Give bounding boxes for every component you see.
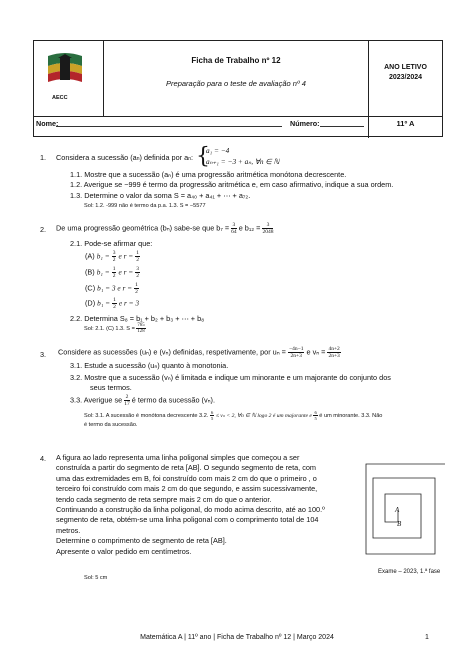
q2-intro: De uma progressão geométrica (bₙ) sabe-se que b₇ = $\frac{3}{64}$ e b₁₂ = $\frac{3}{2048}$ xyxy=(56,222,274,235)
polygonal-line-figure xyxy=(363,450,448,560)
worksheet-subtitle: Preparação para o teste de avaliação nº 4 xyxy=(166,79,306,88)
q4-line: Continuando a construção da linha poligonal, do modo acima descrito, até ao 100.º xyxy=(56,505,325,515)
q4-line: terceiro foi construído com mais 2 cm do que segundo, e assim sucessivamente, xyxy=(56,484,318,494)
q1-item-2: 1.2. Averigue se −999 é termo da progressão aritmética e, em caso afirmativo, indique a sua ordem. xyxy=(70,180,394,189)
q2-option-c[interactable]: (C) b₁ = 3 e r = $\frac{1}{2}$ xyxy=(85,282,138,295)
figure-label-b: B xyxy=(397,520,402,528)
logo-text: AECC xyxy=(52,95,68,101)
q1-solution: Sol: 1.2. -999 não é termo da p.a. 1.3. S = −5577 xyxy=(84,203,206,209)
footer-text: Matemática A | 11º ano | Ficha de Trabalho nº 12 | Março 2024 xyxy=(140,634,334,641)
q2-option-d[interactable]: (D) b₁ = $\frac{1}{2}$ e r = 3 xyxy=(85,297,140,310)
q2-item-1: 2.1. Pode-se afirmar que: xyxy=(70,239,153,248)
q3-solution: Sol: 3.1. A sucessão é monótona decrescente 3.2. $\frac{6}{5}$ ≤ vₙ < 2, ∀n ∈ ℕ logo 2 é um majorante e $\frac{6}{5}$ é um minorante. 3.3. Não xyxy=(84,410,383,421)
turma-label: 11º A xyxy=(396,119,415,128)
nome-label: Nome: xyxy=(36,119,59,128)
q2-solution: Sol: 2.1. (C) 1.3. S = $\frac{765}{128}$ xyxy=(84,323,145,334)
q4-line: A figura ao lado representa uma linha poligonal simples que começou a ser xyxy=(56,453,300,462)
q2-option-b[interactable]: (B) b₁ = $\frac{1}{2}$ e r = $\frac{3}{2}$ xyxy=(85,266,139,279)
q1-definition-1: a₁ = −4 xyxy=(206,146,230,155)
q1-number: 1. xyxy=(40,153,47,162)
q2-number: 2. xyxy=(40,225,47,234)
q1-item-3: 1.3. Determine o valor da soma S = a₄₀ + a₄₁ + ⋯ + a₇₂. xyxy=(70,191,251,200)
q3-intro: Considere as sucessões (uₙ) e (vₙ) definidas, respetivamente, por uₙ = $\frac{-4n-1}{2n+3}$ e vₙ = $\frac{4n+2}{2n+3}$ xyxy=(58,346,340,359)
q3-number: 3. xyxy=(40,350,47,359)
q2-option-a[interactable]: (A) b₁ = $\frac{3}{2}$ e r = $\frac{1}{2}$ xyxy=(85,250,139,263)
page-number: 1 xyxy=(425,634,429,641)
q4-text xyxy=(56,453,356,557)
question-source: Exame – 2023, 1.ª fase xyxy=(378,569,441,575)
q4-line: segmento de reta, obtém-se uma linha poligonal com o comprimento total de 104 xyxy=(56,515,319,525)
q4-line: metros. xyxy=(56,525,81,535)
q3-item-3: 3.3. Averigue se $\frac{2}{17}$ é termo da sucessão (vₙ). xyxy=(70,394,215,407)
numero-label: Número: xyxy=(290,119,320,128)
q4-line: uma das extremidades em B, foi construído com mais 2 cm do que o primeiro , o xyxy=(56,473,317,483)
q1-definition-2: aₙ₊₁ = −3 + aₙ, ∀n ∈ ℕ xyxy=(206,157,280,166)
q3-item-2a: 3.2. Mostre que a sucessão (vₙ) é limitada e indique um minorante e um majorante do conjunto dos xyxy=(70,373,391,382)
q2-item-2: 2.2. Determina S₈ = b₁ + b₂ + b₃ + ⋯ + b₈ xyxy=(70,314,205,323)
q1-brace: { xyxy=(196,144,210,169)
numero-field[interactable] xyxy=(320,126,364,127)
nome-field[interactable] xyxy=(56,126,282,127)
figure-label-a: A xyxy=(395,506,400,514)
ano-letivo-label: ANO LETIVO xyxy=(384,64,427,71)
q1-intro: Considera a sucessão (an) definida por an: xyxy=(56,153,193,162)
q4-line: Apresente o valor pedido em centímetros. xyxy=(56,546,192,556)
q3-item-2b: seus termos. xyxy=(90,383,132,392)
school-logo xyxy=(42,52,88,92)
q4-number: 4. xyxy=(40,454,47,463)
q4-line: construída a partir do segmento de reta [AB]. O segundo segmento de reta, com xyxy=(56,463,316,473)
worksheet-title: Ficha de Trabalho nº 12 xyxy=(191,56,281,65)
ano-letivo-value: 2023/2024 xyxy=(388,74,423,81)
q3-item-1: 3.1. Estude a sucessão (uₙ) quanto à monotonia. xyxy=(70,361,229,370)
q3-solution-cont: é termo da sucessão. xyxy=(84,422,138,428)
q4-line: Determine o comprimento de segmento de reta [AB]. xyxy=(56,536,227,546)
q4-line: tendo cada segmento de reta sempre mais 2 cm do que o anterior. xyxy=(56,494,272,504)
q4-solution: Sol: 5 cm xyxy=(84,575,108,581)
q1-item-1: 1.1. Mostre que a sucessão (aₙ) é uma progressão aritmética monótona decrescente. xyxy=(70,170,347,179)
